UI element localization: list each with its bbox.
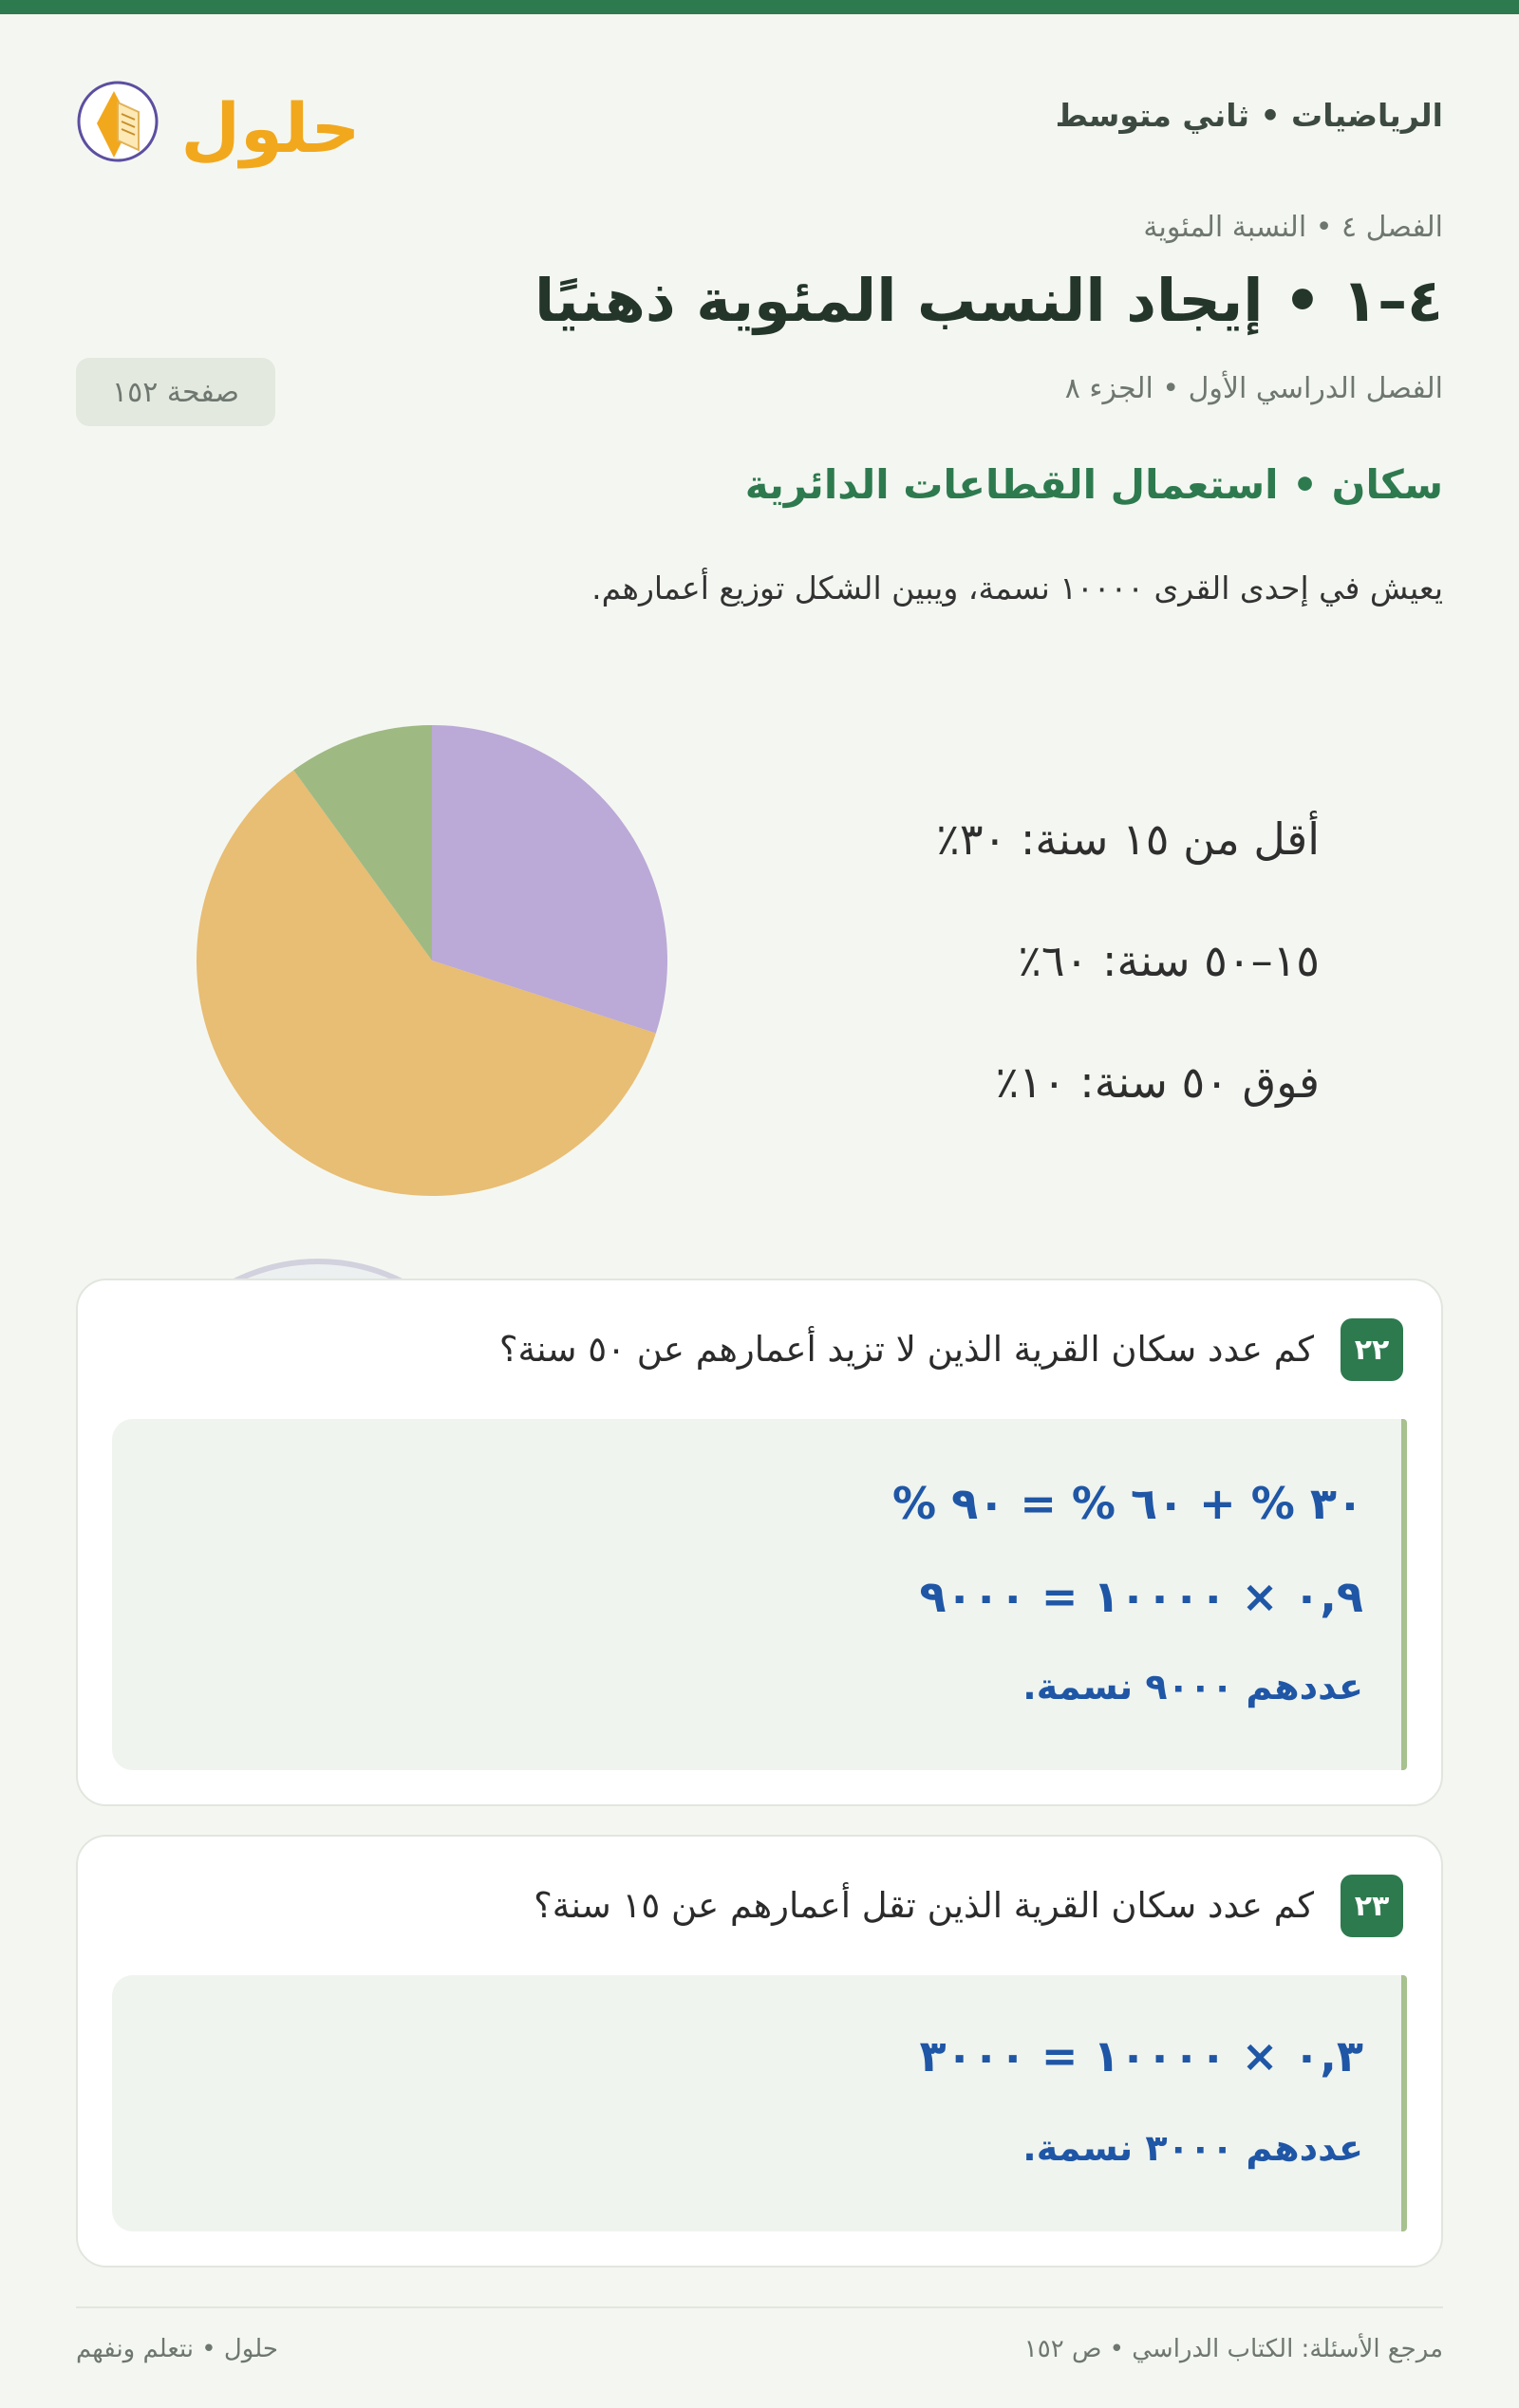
- answer-box: [112, 1419, 1407, 1770]
- chapter-label: الفصل ٤ • النسبة المئوية: [1143, 211, 1443, 244]
- header: [76, 59, 1443, 173]
- question-number: ٢٢: [1341, 1318, 1403, 1381]
- footer-tagline: حلول • نتعلم ونفهم: [76, 2335, 278, 2363]
- hulul-logo[interactable]: [76, 59, 361, 182]
- section-title: سكان • استعمال القطاعات الدائرية: [744, 461, 1443, 508]
- question-number: ٢٣: [1341, 1875, 1403, 1937]
- answer-line: عددهم ٣٠٠٠ نسمة.: [1022, 2127, 1363, 2169]
- answer-box: [112, 1975, 1407, 2231]
- subject-label: الرياضيات • ثاني متوسط: [1055, 97, 1443, 134]
- page: [76, 0, 1443, 2408]
- question-text: كم عدد سكان القرية الذين لا تزيد أعمارهم عن ٥٠ سنة؟: [498, 1329, 1314, 1370]
- footer-divider: [76, 2306, 1443, 2308]
- page-badge: صفحة ١٥٢: [76, 358, 275, 426]
- logo-wordmark: حلول: [180, 88, 361, 168]
- term-label: الفصل الدراسي الأول • الجزء ٨: [1064, 372, 1443, 405]
- legend-item-15-50: ١٥–٥٠ سنة: ٦٠٪: [1018, 935, 1320, 986]
- question-text: كم عدد سكان القرية الذين تقل أعمارهم عن ١٥ سنة؟: [534, 1885, 1314, 1926]
- pie-legend: [750, 778, 1320, 1143]
- answer-line: ٣٠ % + ٦٠ % = ٩٠ %: [892, 1478, 1363, 1529]
- lesson-title: ٤–١ • إيجاد النسب المئوية ذهنيًا: [534, 266, 1443, 335]
- answer-line: عددهم ٩٠٠٠ نسمة.: [1022, 1666, 1363, 1708]
- age-pie-chart: [185, 714, 679, 1207]
- legend-item-under-15: أقل من ١٥ سنة: ٣٠٪: [936, 813, 1320, 865]
- footer-reference: مرجع الأسئلة: الكتاب الدراسي • ص ١٥٢: [1023, 2335, 1443, 2363]
- legend-item-over-50: فوق ٥٠ سنة: ١٠٪: [995, 1056, 1320, 1108]
- answer-line: ٠,٩ × ١٠٠٠٠ = ٩٠٠٠: [919, 1571, 1363, 1622]
- question-card-23: [76, 1835, 1443, 2268]
- question-card-22: [76, 1279, 1443, 1806]
- intro-text: يعيش في إحدى القرى ١٠٠٠٠ نسمة، ويبين الشكل توزيع أعمارهم.: [591, 569, 1443, 607]
- answer-line: ٠,٣ × ١٠٠٠٠ = ٣٠٠٠: [919, 2030, 1363, 2081]
